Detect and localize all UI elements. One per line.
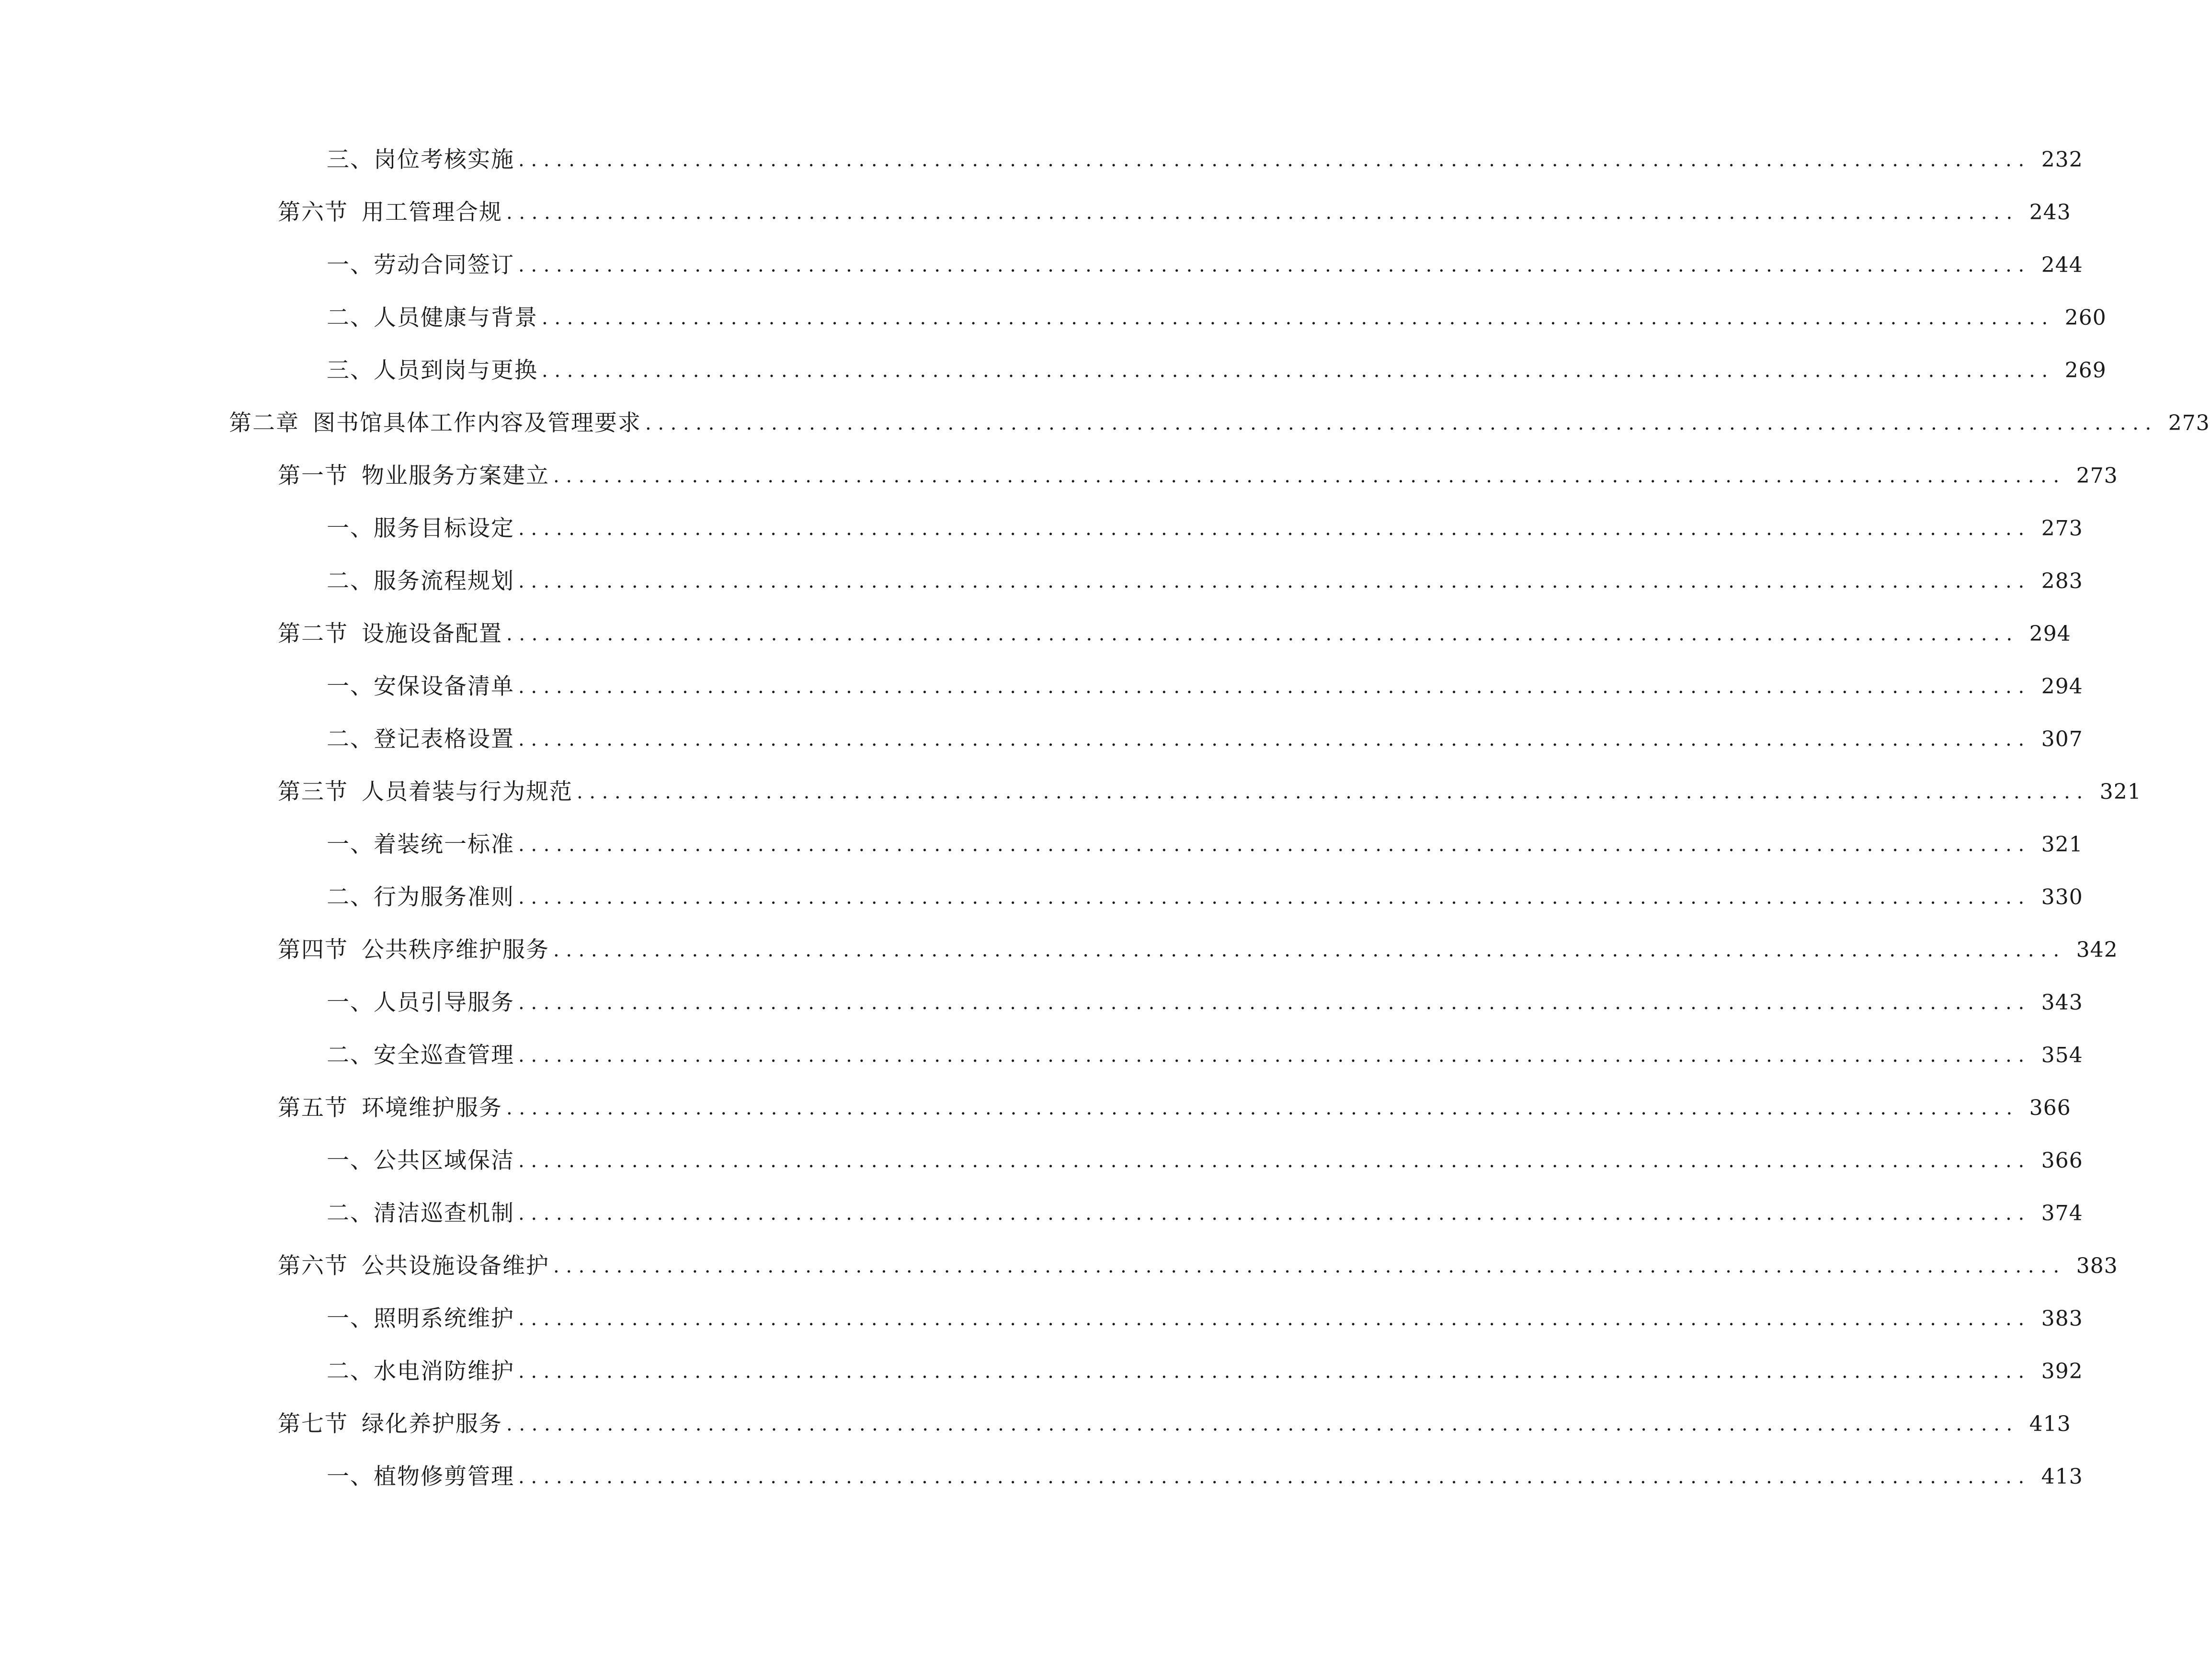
- toc-entry[interactable]: [327, 984, 2083, 1022]
- toc-entry-title: 人员健康与背景: [374, 305, 538, 331]
- toc-entry[interactable]: [327, 299, 2107, 337]
- toc-entry-number: 二、: [327, 568, 374, 594]
- toc-entry-number: 三、: [327, 357, 374, 384]
- toc-entry-page: 383: [2041, 1306, 2083, 1331]
- dot-leader: ........................................................................................................................: [553, 939, 2066, 961]
- toc-entry-title: 公共设施设备维护: [362, 1253, 549, 1279]
- toc-entry-number: 第六节: [278, 199, 348, 226]
- toc-entry-title: 登记表格设置: [374, 726, 514, 752]
- toc-entry-number: 第七节: [278, 1411, 348, 1437]
- toc-entry-page: 321: [2041, 832, 2083, 857]
- toc-entry-number: 第三节: [278, 779, 348, 805]
- dot-leader: ........................................................................................................................: [518, 1308, 2031, 1330]
- toc-entry-page: 294: [2041, 674, 2083, 699]
- toc-entry-page: 273: [2076, 464, 2118, 488]
- toc-entry[interactable]: [278, 1247, 2118, 1285]
- toc-entry-page: 283: [2041, 569, 2083, 593]
- toc-entry-title: 服务目标设定: [374, 515, 514, 542]
- toc-entry-title: 水电消防维护: [374, 1358, 514, 1385]
- toc-entry[interactable]: [327, 352, 2107, 390]
- toc-entry-page: 273: [2041, 516, 2083, 541]
- toc-entry[interactable]: [327, 1300, 2083, 1338]
- toc-entry[interactable]: [327, 1036, 2083, 1075]
- toc-entry-title: 安保设备清单: [374, 673, 514, 700]
- toc-entry-title: 服务流程规划: [374, 568, 514, 594]
- toc-entry-title: 照明系统维护: [374, 1305, 514, 1332]
- dot-leader: ........................................................................................................................: [518, 1044, 2031, 1067]
- toc-entry[interactable]: [327, 720, 2083, 759]
- dot-leader: ........................................................................................................................: [553, 1255, 2066, 1277]
- toc-entry-number: 一、: [327, 831, 374, 858]
- dot-leader: ........................................................................................................................: [518, 728, 2031, 750]
- toc-entry-number: 第四节: [278, 937, 348, 963]
- toc-entry-page: 330: [2041, 885, 2083, 909]
- toc-entry[interactable]: [327, 562, 2083, 601]
- dot-leader: ........................................................................................................................: [506, 1413, 2019, 1435]
- toc-entry-title: 着装统一标准: [374, 831, 514, 858]
- toc-entry-number: 一、: [327, 673, 374, 700]
- toc-entry-page: 273: [2168, 411, 2210, 435]
- toc-entry-number: 一、: [327, 1464, 374, 1490]
- dot-leader: ........................................................................................................................: [518, 886, 2031, 908]
- toc-entry-title: 行为服务准则: [374, 884, 514, 910]
- toc-entry-number: 二、: [327, 305, 374, 331]
- toc-entry-title: 清洁巡查机制: [374, 1200, 514, 1226]
- toc-entry-title: 公共秩序维护服务: [362, 937, 549, 963]
- toc-entry-number: 二、: [327, 1042, 374, 1068]
- toc-entry-title: 环境维护服务: [362, 1095, 502, 1121]
- toc-entry-title: 人员着装与行为规范: [362, 779, 573, 805]
- toc-entry-title: 劳动合同签订: [374, 252, 514, 278]
- toc-entry[interactable]: [327, 1352, 2083, 1391]
- toc-entry-number: 第二节: [278, 621, 348, 647]
- toc-entry-title: 绿化养护服务: [362, 1411, 502, 1437]
- dot-leader: ........................................................................................................................: [553, 465, 2066, 487]
- toc-entry-page: 366: [2041, 1148, 2083, 1173]
- toc-entry-number: 二、: [327, 884, 374, 910]
- toc-entry[interactable]: [327, 510, 2083, 548]
- dot-leader: ........................................................................................................................: [518, 570, 2031, 592]
- dot-leader: ........................................................................................................................: [518, 676, 2031, 698]
- toc-entry-number: 一、: [327, 1147, 374, 1174]
- dot-leader: ........................................................................................................................: [542, 307, 2054, 329]
- toc-entry-page: 321: [2099, 780, 2142, 804]
- toc-entry-title: 安全巡查管理: [374, 1042, 514, 1068]
- dot-leader: ........................................................................................................................: [518, 1150, 2031, 1172]
- toc-entry[interactable]: [327, 1458, 2083, 1496]
- toc-entry-page: 383: [2076, 1254, 2118, 1278]
- toc-entry-title: 设施设备配置: [362, 621, 502, 647]
- dot-leader: ........................................................................................................................: [518, 992, 2031, 1014]
- toc-entry[interactable]: [327, 878, 2083, 917]
- dot-leader: ........................................................................................................................: [518, 1361, 2031, 1383]
- toc-entry[interactable]: [278, 193, 2071, 232]
- toc-entry-page: 413: [2029, 1412, 2071, 1436]
- toc-entry-page: 374: [2041, 1201, 2083, 1226]
- toc-entry-number: 第六节: [278, 1253, 348, 1279]
- dot-leader: ........................................................................................................................: [577, 781, 2089, 803]
- toc-entry[interactable]: [327, 1194, 2083, 1233]
- toc-entry-page: 366: [2029, 1096, 2071, 1120]
- dot-leader: ........................................................................................................................: [518, 254, 2031, 276]
- toc-entry-number: 二、: [327, 1358, 374, 1385]
- toc-entry[interactable]: [327, 826, 2083, 864]
- toc-entry-page: 307: [2041, 727, 2083, 751]
- toc-entry-number: 一、: [327, 252, 374, 278]
- toc-entry-title: 用工管理合规: [362, 199, 502, 226]
- toc-entry[interactable]: [229, 404, 2210, 443]
- dot-leader: ........................................................................................................................: [518, 1203, 2031, 1225]
- toc-entry-page: 413: [2041, 1464, 2083, 1489]
- toc-entry-number: 二、: [327, 1200, 374, 1226]
- toc-entry-title: 人员引导服务: [374, 989, 514, 1016]
- toc-entry-number: 一、: [327, 989, 374, 1016]
- toc-entry-title: 公共区域保洁: [374, 1147, 514, 1174]
- dot-leader: ........................................................................................................................: [518, 518, 2031, 540]
- toc-entry[interactable]: [278, 773, 2142, 811]
- toc-entry-page: 294: [2029, 622, 2071, 646]
- toc-entry-page: 269: [2064, 358, 2107, 383]
- toc-entry[interactable]: [327, 246, 2083, 284]
- dot-leader: ........................................................................................................................: [518, 149, 2031, 171]
- toc-entry-title: 人员到岗与更换: [374, 357, 538, 384]
- toc-entry[interactable]: [278, 931, 2118, 969]
- toc-entry[interactable]: [278, 1089, 2071, 1127]
- toc-entry-title: 物业服务方案建立: [362, 463, 549, 489]
- toc-entry-title: 植物修剪管理: [374, 1464, 514, 1490]
- toc-entry-number: 一、: [327, 1305, 374, 1332]
- toc-entry-title: 图书馆具体工作内容及管理要求: [313, 410, 641, 436]
- dot-leader: ........................................................................................................................: [518, 834, 2031, 856]
- dot-leader: ........................................................................................................................: [506, 202, 2019, 224]
- toc-entry-page: 392: [2041, 1359, 2083, 1384]
- toc-entry-page: 243: [2029, 200, 2071, 225]
- toc-entry-page: 232: [2041, 148, 2083, 172]
- toc-entry-number: 二、: [327, 726, 374, 752]
- toc-entry-page: 343: [2041, 990, 2083, 1015]
- toc-entry-page: 244: [2041, 253, 2083, 277]
- toc-entry[interactable]: [278, 1405, 2071, 1443]
- toc-entry-number: 第五节: [278, 1095, 348, 1121]
- toc-entry-number: 三、: [327, 147, 374, 173]
- toc-entry[interactable]: [327, 668, 2083, 706]
- dot-leader: ........................................................................................................................: [506, 623, 2019, 645]
- dot-leader: ........................................................................................................................: [506, 1097, 2019, 1119]
- toc-entry-number: 第二章: [229, 410, 299, 436]
- toc-entry-number: 一、: [327, 515, 374, 542]
- toc-entry-page: 354: [2041, 1043, 2083, 1067]
- toc-entry[interactable]: [278, 615, 2071, 653]
- toc-entry-title: 岗位考核实施: [374, 147, 514, 173]
- toc-entry[interactable]: [327, 141, 2083, 179]
- dot-leader: ........................................................................................................................: [645, 412, 2158, 434]
- toc-entry[interactable]: [278, 457, 2118, 495]
- toc-entry-number: 第一节: [278, 463, 348, 489]
- toc-entry-page: 342: [2076, 938, 2118, 962]
- toc-entry[interactable]: [327, 1142, 2083, 1180]
- toc-entry-page: 260: [2064, 306, 2107, 330]
- dot-leader: ........................................................................................................................: [542, 360, 2054, 382]
- dot-leader: ........................................................................................................................: [518, 1466, 2031, 1488]
